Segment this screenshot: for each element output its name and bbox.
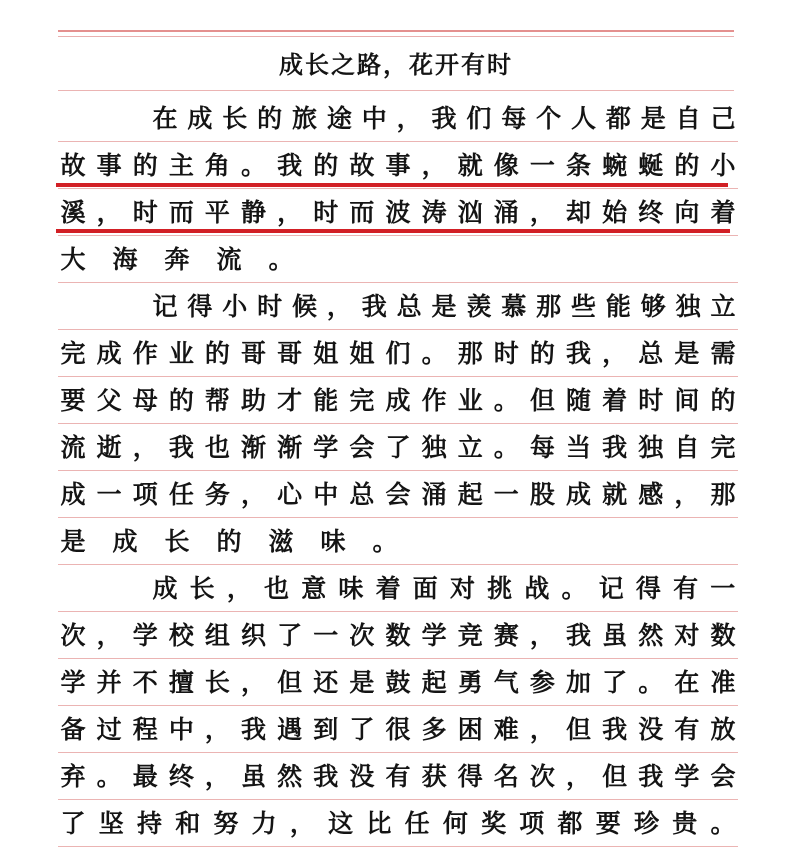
essay-char: 滋 bbox=[268, 526, 294, 556]
essay-char: ， bbox=[396, 103, 422, 133]
essay-char: 我 bbox=[431, 103, 457, 133]
essay-char: 。 bbox=[268, 244, 294, 274]
essay-char: 没 bbox=[638, 714, 664, 744]
essay-char: 了 bbox=[385, 432, 411, 462]
essay-char: 时 bbox=[132, 197, 158, 227]
essay-char: 学 bbox=[313, 432, 339, 462]
essay-char: 是 bbox=[431, 291, 457, 321]
essay-char: 有 bbox=[673, 573, 699, 603]
essay-char: 蜿 bbox=[602, 150, 628, 180]
essay-char: 那 bbox=[710, 479, 736, 509]
essay-char: 羡 bbox=[466, 291, 492, 321]
essay-char: 这 bbox=[328, 808, 354, 838]
essay-char: 了 bbox=[349, 714, 375, 744]
essay-char: 着 bbox=[602, 385, 628, 415]
essay-char: 独 bbox=[675, 291, 701, 321]
essay-char: 。 bbox=[561, 573, 587, 603]
essay-char: 虽 bbox=[602, 620, 628, 650]
essay-char: 学 bbox=[60, 667, 86, 697]
essay-char: 我 bbox=[277, 150, 303, 180]
essay-char: 一 bbox=[313, 620, 339, 650]
essay-char: 才 bbox=[277, 385, 303, 415]
essay-char: 事 bbox=[385, 150, 411, 180]
essay-char: 的 bbox=[313, 150, 339, 180]
essay-char: 获 bbox=[421, 761, 447, 791]
essay-char: 困 bbox=[457, 714, 483, 744]
essay-char: 长 bbox=[189, 573, 215, 603]
essay-char: 小 bbox=[222, 291, 248, 321]
top-border-line bbox=[58, 30, 734, 32]
essay-char: 旅 bbox=[291, 103, 317, 133]
essay-char: 独 bbox=[638, 432, 664, 462]
essay-char: ， bbox=[204, 761, 230, 791]
essay-char: 多 bbox=[421, 714, 447, 744]
essay-char: ， bbox=[674, 479, 700, 509]
essay-char: 姐 bbox=[349, 338, 375, 368]
essay-char: 静 bbox=[241, 197, 267, 227]
essay-char: 持 bbox=[136, 808, 162, 838]
essay-char: 业 bbox=[457, 385, 483, 415]
essay-char: 但 bbox=[566, 714, 592, 744]
essay-char: ， bbox=[602, 338, 628, 368]
essay-char: 成 bbox=[112, 526, 138, 556]
essay-char: 奖 bbox=[481, 808, 507, 838]
essay-char: 最 bbox=[132, 761, 158, 791]
essay-char: 都 bbox=[605, 103, 631, 133]
essay-char: 记 bbox=[152, 291, 178, 321]
essay-char: 了 bbox=[277, 620, 303, 650]
essay-char: 总 bbox=[349, 479, 375, 509]
essay-char: 时 bbox=[638, 385, 664, 415]
essay-char: 立 bbox=[710, 291, 736, 321]
essay-char: 。 bbox=[372, 526, 398, 556]
essay-char: 得 bbox=[457, 761, 483, 791]
essay-char: 会 bbox=[385, 479, 411, 509]
essay-char: 己 bbox=[710, 103, 736, 133]
essay-char: 会 bbox=[349, 432, 375, 462]
essay-char: 学 bbox=[674, 761, 700, 791]
essay-char: 随 bbox=[566, 385, 592, 415]
essay-char: 成 bbox=[60, 479, 86, 509]
essay-char: ， bbox=[529, 620, 555, 650]
essay-char: 却 bbox=[566, 197, 592, 227]
red-underline-2 bbox=[56, 229, 730, 233]
essay-char: 长 bbox=[204, 667, 230, 697]
essay-line bbox=[58, 378, 738, 424]
essay-char: 那 bbox=[536, 291, 562, 321]
essay-char: 。 bbox=[710, 808, 736, 838]
essay-char: 的 bbox=[168, 385, 194, 415]
essay-char: 不 bbox=[132, 667, 158, 697]
essay-char: 学 bbox=[421, 620, 447, 650]
essay-char: 。 bbox=[638, 667, 664, 697]
essay-char: 的 bbox=[204, 338, 230, 368]
essay-char: 着 bbox=[375, 573, 401, 603]
essay-char: 还 bbox=[313, 667, 339, 697]
essay-char: 味 bbox=[338, 573, 364, 603]
essay-char: 中 bbox=[313, 479, 339, 509]
essay-char: 对 bbox=[674, 620, 700, 650]
essay-char: 弃 bbox=[60, 761, 86, 791]
essay-char: 虽 bbox=[241, 761, 267, 791]
essay-char: 要 bbox=[595, 808, 621, 838]
essay-char: ， bbox=[226, 573, 252, 603]
essay-char: 长 bbox=[164, 526, 190, 556]
essay-char: 。 bbox=[96, 761, 122, 791]
essay-char: 何 bbox=[442, 808, 468, 838]
essay-char: ， bbox=[277, 197, 303, 227]
essay-char: 会 bbox=[710, 761, 736, 791]
essay-char: 我 bbox=[313, 761, 339, 791]
essay-char: 帮 bbox=[204, 385, 230, 415]
essay-char: ， bbox=[566, 761, 592, 791]
essay-char: 放 bbox=[710, 714, 736, 744]
essay-char: 我 bbox=[602, 714, 628, 744]
essay-char: 中 bbox=[168, 714, 194, 744]
essay-char: 的 bbox=[529, 338, 555, 368]
essay-char: 但 bbox=[602, 761, 628, 791]
essay-char: 也 bbox=[264, 573, 290, 603]
essay-char: 起 bbox=[457, 479, 483, 509]
essay-char: 一 bbox=[710, 573, 736, 603]
essay-char: 面 bbox=[412, 573, 438, 603]
essay-char: 总 bbox=[638, 338, 664, 368]
essay-char: 流 bbox=[216, 244, 242, 274]
essay-char: 母 bbox=[132, 385, 158, 415]
essay-char: 每 bbox=[501, 103, 527, 133]
title-divider bbox=[58, 90, 734, 91]
essay-char: 是 bbox=[640, 103, 666, 133]
essay-line bbox=[58, 331, 738, 377]
essay-line bbox=[58, 519, 738, 565]
essay-char: 海 bbox=[112, 244, 138, 274]
essay-char: 立 bbox=[457, 432, 483, 462]
essay-line bbox=[58, 707, 738, 753]
essay-char: 学 bbox=[132, 620, 158, 650]
essay-char: 要 bbox=[60, 385, 86, 415]
essay-char: 但 bbox=[277, 667, 303, 697]
essay-line bbox=[58, 96, 738, 142]
essay-char: 贵 bbox=[672, 808, 698, 838]
essay-char: 渐 bbox=[241, 432, 267, 462]
essay-char: 的 bbox=[257, 103, 283, 133]
essay-char: 都 bbox=[557, 808, 583, 838]
essay-char: 成 bbox=[566, 479, 592, 509]
essay-char: 得 bbox=[187, 291, 213, 321]
essay-char: 我 bbox=[361, 291, 387, 321]
essay-char: 校 bbox=[168, 620, 194, 650]
essay-char: ， bbox=[326, 291, 352, 321]
essay-char: 对 bbox=[449, 573, 475, 603]
essay-char: 名 bbox=[493, 761, 519, 791]
essay-char: ， bbox=[241, 479, 267, 509]
essay-char: 那 bbox=[457, 338, 483, 368]
essay-char: 过 bbox=[96, 714, 122, 744]
essay-line bbox=[58, 237, 738, 283]
essay-char: 汹 bbox=[457, 197, 483, 227]
essay-char: 有 bbox=[674, 714, 700, 744]
essay-char: 总 bbox=[396, 291, 422, 321]
essay-char: 了 bbox=[60, 808, 86, 838]
essay-char: 像 bbox=[493, 150, 519, 180]
essay-char: 故 bbox=[349, 150, 375, 180]
essay-char: 鼓 bbox=[385, 667, 411, 697]
essay-char: 流 bbox=[60, 432, 86, 462]
essay-char: 能 bbox=[313, 385, 339, 415]
essay-char: 作 bbox=[132, 338, 158, 368]
essay-char: ， bbox=[204, 714, 230, 744]
essay-char: 涌 bbox=[493, 197, 519, 227]
essay-char: 挑 bbox=[487, 573, 513, 603]
essay-char: 终 bbox=[168, 761, 194, 791]
essay-line bbox=[58, 284, 738, 330]
essay-char: 勇 bbox=[457, 667, 483, 697]
essay-line bbox=[58, 660, 738, 706]
essay-char: 难 bbox=[493, 714, 519, 744]
essay-char: 能 bbox=[605, 291, 631, 321]
essay-char: 我 bbox=[566, 338, 592, 368]
essay-char: 渐 bbox=[277, 432, 303, 462]
essay-char: 赛 bbox=[493, 620, 519, 650]
essay-char: 自 bbox=[674, 432, 700, 462]
essay-char: 和 bbox=[175, 808, 201, 838]
essay-char: ， bbox=[96, 620, 122, 650]
essay-char: 次 bbox=[349, 620, 375, 650]
essay-char: 波 bbox=[385, 197, 411, 227]
essay-char: 是 bbox=[349, 667, 375, 697]
essay-char: 而 bbox=[168, 197, 194, 227]
essay-char: 在 bbox=[674, 667, 700, 697]
essay-char: 够 bbox=[640, 291, 666, 321]
red-underline-1 bbox=[56, 183, 728, 187]
essay-char: 候 bbox=[291, 291, 317, 321]
essay-char: 竞 bbox=[457, 620, 483, 650]
essay-char: 任 bbox=[404, 808, 430, 838]
essay-char: 一 bbox=[96, 479, 122, 509]
essay-line bbox=[58, 754, 738, 800]
essay-char: 有 bbox=[385, 761, 411, 791]
essay-char: 成 bbox=[385, 385, 411, 415]
essay-char: 成 bbox=[152, 573, 178, 603]
essay-char: 涛 bbox=[421, 197, 447, 227]
essay-char: 任 bbox=[168, 479, 194, 509]
essay-char: 小 bbox=[710, 150, 736, 180]
essay-char: 就 bbox=[457, 150, 483, 180]
essay-char: 们 bbox=[466, 103, 492, 133]
essay-char: 大 bbox=[60, 244, 86, 274]
essay-char: 的 bbox=[132, 150, 158, 180]
essay-char: 需 bbox=[710, 338, 736, 368]
essay-char: 我 bbox=[638, 761, 664, 791]
essay-char: 完 bbox=[60, 338, 86, 368]
essay-char: 。 bbox=[421, 338, 447, 368]
essay-char: 很 bbox=[385, 714, 411, 744]
essay-char: 股 bbox=[529, 479, 555, 509]
essay-char: 次 bbox=[60, 620, 86, 650]
essay-char: 我 bbox=[602, 432, 628, 462]
essay-char: 了 bbox=[602, 667, 628, 697]
essay-char: 每 bbox=[529, 432, 555, 462]
essay-char: 父 bbox=[96, 385, 122, 415]
essay-char: 溪 bbox=[60, 197, 86, 227]
essay-char: 备 bbox=[60, 714, 86, 744]
essay-line bbox=[58, 801, 738, 847]
essay-char: 项 bbox=[519, 808, 545, 838]
essay-char: 但 bbox=[529, 385, 555, 415]
essay-char: 中 bbox=[361, 103, 387, 133]
essay-char: 间 bbox=[674, 385, 700, 415]
essay-char: 记 bbox=[598, 573, 624, 603]
essay-char: 时 bbox=[493, 338, 519, 368]
essay-line bbox=[58, 566, 738, 612]
essay-char: 务 bbox=[204, 479, 230, 509]
essay-char: ， bbox=[529, 714, 555, 744]
essay-char: 完 bbox=[710, 432, 736, 462]
essay-char: 一 bbox=[529, 150, 555, 180]
essay-char: 事 bbox=[96, 150, 122, 180]
essay-char: 准 bbox=[710, 667, 736, 697]
essay-char: 。 bbox=[241, 150, 267, 180]
essay-line bbox=[58, 425, 738, 471]
essay-char: 主 bbox=[168, 150, 194, 180]
essay-char: 数 bbox=[710, 620, 736, 650]
essay-char: 遇 bbox=[277, 714, 303, 744]
essay-char: 。 bbox=[493, 432, 519, 462]
essay-char: 我 bbox=[241, 714, 267, 744]
essay-char: 些 bbox=[570, 291, 596, 321]
essay-char: ， bbox=[96, 197, 122, 227]
essay-char: 参 bbox=[529, 667, 555, 697]
essay-char: 战 bbox=[524, 573, 550, 603]
essay-char: 是 bbox=[60, 526, 86, 556]
essay-char: 是 bbox=[674, 338, 700, 368]
essay-char: 的 bbox=[216, 526, 242, 556]
essay-char: 我 bbox=[566, 620, 592, 650]
essay-char: 时 bbox=[313, 197, 339, 227]
essay-char: 途 bbox=[326, 103, 352, 133]
essay-line bbox=[58, 613, 738, 659]
essay-char: 珍 bbox=[634, 808, 660, 838]
essay-char: 角 bbox=[204, 150, 230, 180]
essay-char: 助 bbox=[241, 385, 267, 415]
essay-char: 成 bbox=[96, 338, 122, 368]
essay-char: 加 bbox=[566, 667, 592, 697]
essay-char: 向 bbox=[674, 197, 700, 227]
essay-char: 逝 bbox=[96, 432, 122, 462]
essay-char: 时 bbox=[257, 291, 283, 321]
essay-char: 起 bbox=[421, 667, 447, 697]
essay-char: ， bbox=[289, 808, 315, 838]
essay-char: 长 bbox=[222, 103, 248, 133]
essay-char: 气 bbox=[493, 667, 519, 697]
essay-char: 独 bbox=[421, 432, 447, 462]
essay-char: 次 bbox=[529, 761, 555, 791]
essay-char: 织 bbox=[241, 620, 267, 650]
essay-char: 没 bbox=[349, 761, 375, 791]
essay-char: ， bbox=[132, 432, 158, 462]
essay-char: 数 bbox=[385, 620, 411, 650]
essay-char: 。 bbox=[493, 385, 519, 415]
essay-char: 项 bbox=[132, 479, 158, 509]
essay-char: 感 bbox=[638, 479, 664, 509]
essay-char: 平 bbox=[204, 197, 230, 227]
essay-char: 擅 bbox=[168, 667, 194, 697]
essay-char: 人 bbox=[570, 103, 596, 133]
essay-title: 成长之路，花开有时 bbox=[279, 50, 513, 79]
essay-char: 的 bbox=[674, 150, 700, 180]
essay-char: 哥 bbox=[277, 338, 303, 368]
top-border-line-thin bbox=[58, 36, 734, 37]
essay-char: 也 bbox=[204, 432, 230, 462]
essay-char: 比 bbox=[366, 808, 392, 838]
essay-char: 作 bbox=[421, 385, 447, 415]
essay-char: 坚 bbox=[98, 808, 124, 838]
essay-char: 一 bbox=[493, 479, 519, 509]
essay-char: 我 bbox=[168, 432, 194, 462]
essay-char: 然 bbox=[277, 761, 303, 791]
essay-char: 并 bbox=[96, 667, 122, 697]
essay-char: 终 bbox=[638, 197, 664, 227]
essay-char: 故 bbox=[60, 150, 86, 180]
essay-char: 个 bbox=[536, 103, 562, 133]
essay-char: ， bbox=[421, 150, 447, 180]
essay-char: ， bbox=[529, 197, 555, 227]
essay-char: 到 bbox=[313, 714, 339, 744]
essay-char: 组 bbox=[204, 620, 230, 650]
essay-char: 的 bbox=[710, 385, 736, 415]
essay-char: 努 bbox=[213, 808, 239, 838]
essay-char: 力 bbox=[251, 808, 277, 838]
essay-char: 在 bbox=[152, 103, 178, 133]
essay-char: 意 bbox=[301, 573, 327, 603]
essay-char: 然 bbox=[638, 620, 664, 650]
essay-line bbox=[58, 472, 738, 518]
essay-char: 而 bbox=[349, 197, 375, 227]
essay-char: 完 bbox=[349, 385, 375, 415]
essay-char: 心 bbox=[277, 479, 303, 509]
essay-char: 得 bbox=[635, 573, 661, 603]
essay-char: 姐 bbox=[313, 338, 339, 368]
essay-char: 当 bbox=[566, 432, 592, 462]
essay-char: 成 bbox=[187, 103, 213, 133]
essay-char: 哥 bbox=[241, 338, 267, 368]
essay-char: 业 bbox=[168, 338, 194, 368]
essay-char: 就 bbox=[602, 479, 628, 509]
essay-char: 慕 bbox=[501, 291, 527, 321]
essay-char: 涌 bbox=[421, 479, 447, 509]
essay-char: 着 bbox=[710, 197, 736, 227]
essay-char: 味 bbox=[320, 526, 346, 556]
essay-char: 始 bbox=[602, 197, 628, 227]
essay-char: 们 bbox=[385, 338, 411, 368]
essay-char: ， bbox=[241, 667, 267, 697]
essay-char: 程 bbox=[132, 714, 158, 744]
essay-char: 自 bbox=[675, 103, 701, 133]
essay-char: 奔 bbox=[164, 244, 190, 274]
essay-char: 条 bbox=[566, 150, 592, 180]
essay-char: 蜒 bbox=[638, 150, 664, 180]
